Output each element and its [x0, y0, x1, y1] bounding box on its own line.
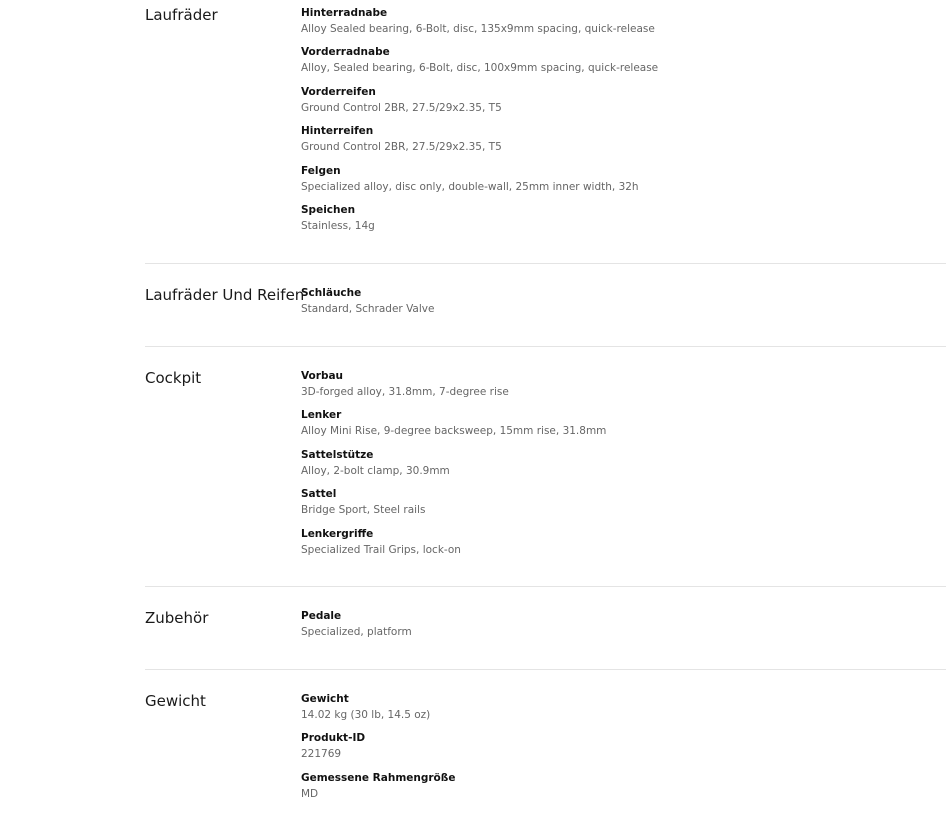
spec-list	[301, 5, 941, 241]
spec-value: 221769	[301, 748, 342, 761]
spec-label: Speichen	[301, 203, 356, 216]
spec-label: Sattelstütze	[301, 448, 374, 461]
spec-value: Stainless, 14g	[301, 219, 375, 232]
spec-item-pedale	[301, 608, 941, 647]
spec-label: Gemessene Rahmengröße	[301, 771, 456, 784]
section-title: Laufräder Und Reifen	[145, 286, 305, 304]
spec-label: Vorbau	[301, 370, 344, 382]
spec-list	[301, 368, 941, 565]
spec-value: Bridge Sport, Steel rails	[301, 504, 426, 517]
spec-value: Standard, Schrader Valve	[301, 303, 435, 315]
spec-value: Specialized, platform	[301, 626, 412, 638]
spec-item-vorderradnabe	[301, 44, 941, 83]
spec-label: Vorderradnabe	[301, 46, 390, 59]
spec-label: Pedale	[301, 610, 342, 622]
spec-value: Alloy, 2-bolt clamp, 30.9mm	[301, 464, 450, 477]
spec-value: MD	[301, 787, 319, 800]
spec-item-vorderreifen	[301, 84, 941, 123]
spec-item-speichen	[301, 202, 941, 241]
section-divider	[145, 586, 946, 587]
spec-label: Hinterradnabe	[301, 7, 388, 19]
spec-label: Felgen	[301, 164, 341, 177]
section-divider	[145, 669, 946, 670]
spec-item-sattel	[301, 486, 941, 525]
spec-value: Specialized alloy, disc only, double-wall, 25mm inner width, 32h	[301, 180, 639, 193]
spec-item-sattelstuetze	[301, 447, 941, 486]
spec-label: Produkt-ID	[301, 732, 366, 745]
spec-label: Lenkergriffe	[301, 527, 374, 540]
spec-value: Alloy Mini Rise, 9-degree backsweep, 15mm rise, 31.8mm	[301, 425, 607, 438]
spec-list	[301, 608, 941, 647]
spec-item-produkt-id	[301, 730, 941, 769]
spec-item-gemessene-rahmengroesse	[301, 770, 941, 809]
spec-label: Vorderreifen	[301, 85, 376, 98]
section-title: Cockpit	[145, 369, 202, 387]
spec-value: Alloy Sealed bearing, 6-Bolt, disc, 135x9mm spacing, quick-release	[301, 23, 655, 35]
spec-value: Alloy, Sealed bearing, 6-Bolt, disc, 100x9mm spacing, quick-release	[301, 62, 659, 75]
spec-item-hinterradnabe	[301, 5, 941, 44]
spec-item-lenkergriffe	[301, 526, 941, 565]
spec-label: Gewicht	[301, 693, 349, 705]
section-title: Zubehör	[145, 609, 209, 627]
spec-label: Lenker	[301, 409, 342, 422]
spec-item-vorbau	[301, 368, 941, 407]
spec-value: Specialized Trail Grips, lock-on	[301, 543, 461, 556]
section-divider	[145, 346, 946, 347]
spec-list	[301, 691, 941, 809]
section-title: Gewicht	[145, 692, 206, 710]
spec-list	[301, 285, 941, 324]
spec-label: Hinterreifen	[301, 125, 374, 138]
section-divider	[145, 263, 946, 264]
spec-item-felgen	[301, 163, 941, 202]
spec-value: 3D-forged alloy, 31.8mm, 7-degree rise	[301, 386, 509, 398]
spec-value: Ground Control 2BR, 27.5/29x2.35, T5	[301, 101, 502, 114]
spec-value: Ground Control 2BR, 27.5/29x2.35, T5	[301, 141, 502, 154]
spec-item-lenker	[301, 407, 941, 446]
spec-label: Sattel	[301, 488, 337, 501]
spec-item-schlaeuche	[301, 285, 941, 324]
spec-label: Schläuche	[301, 287, 362, 299]
spec-item-gewicht	[301, 691, 941, 730]
spec-item-hinterreifen	[301, 123, 941, 162]
spec-value: 14.02 kg (30 lb, 14.5 oz)	[301, 709, 431, 721]
section-title: Laufräder	[145, 6, 218, 24]
